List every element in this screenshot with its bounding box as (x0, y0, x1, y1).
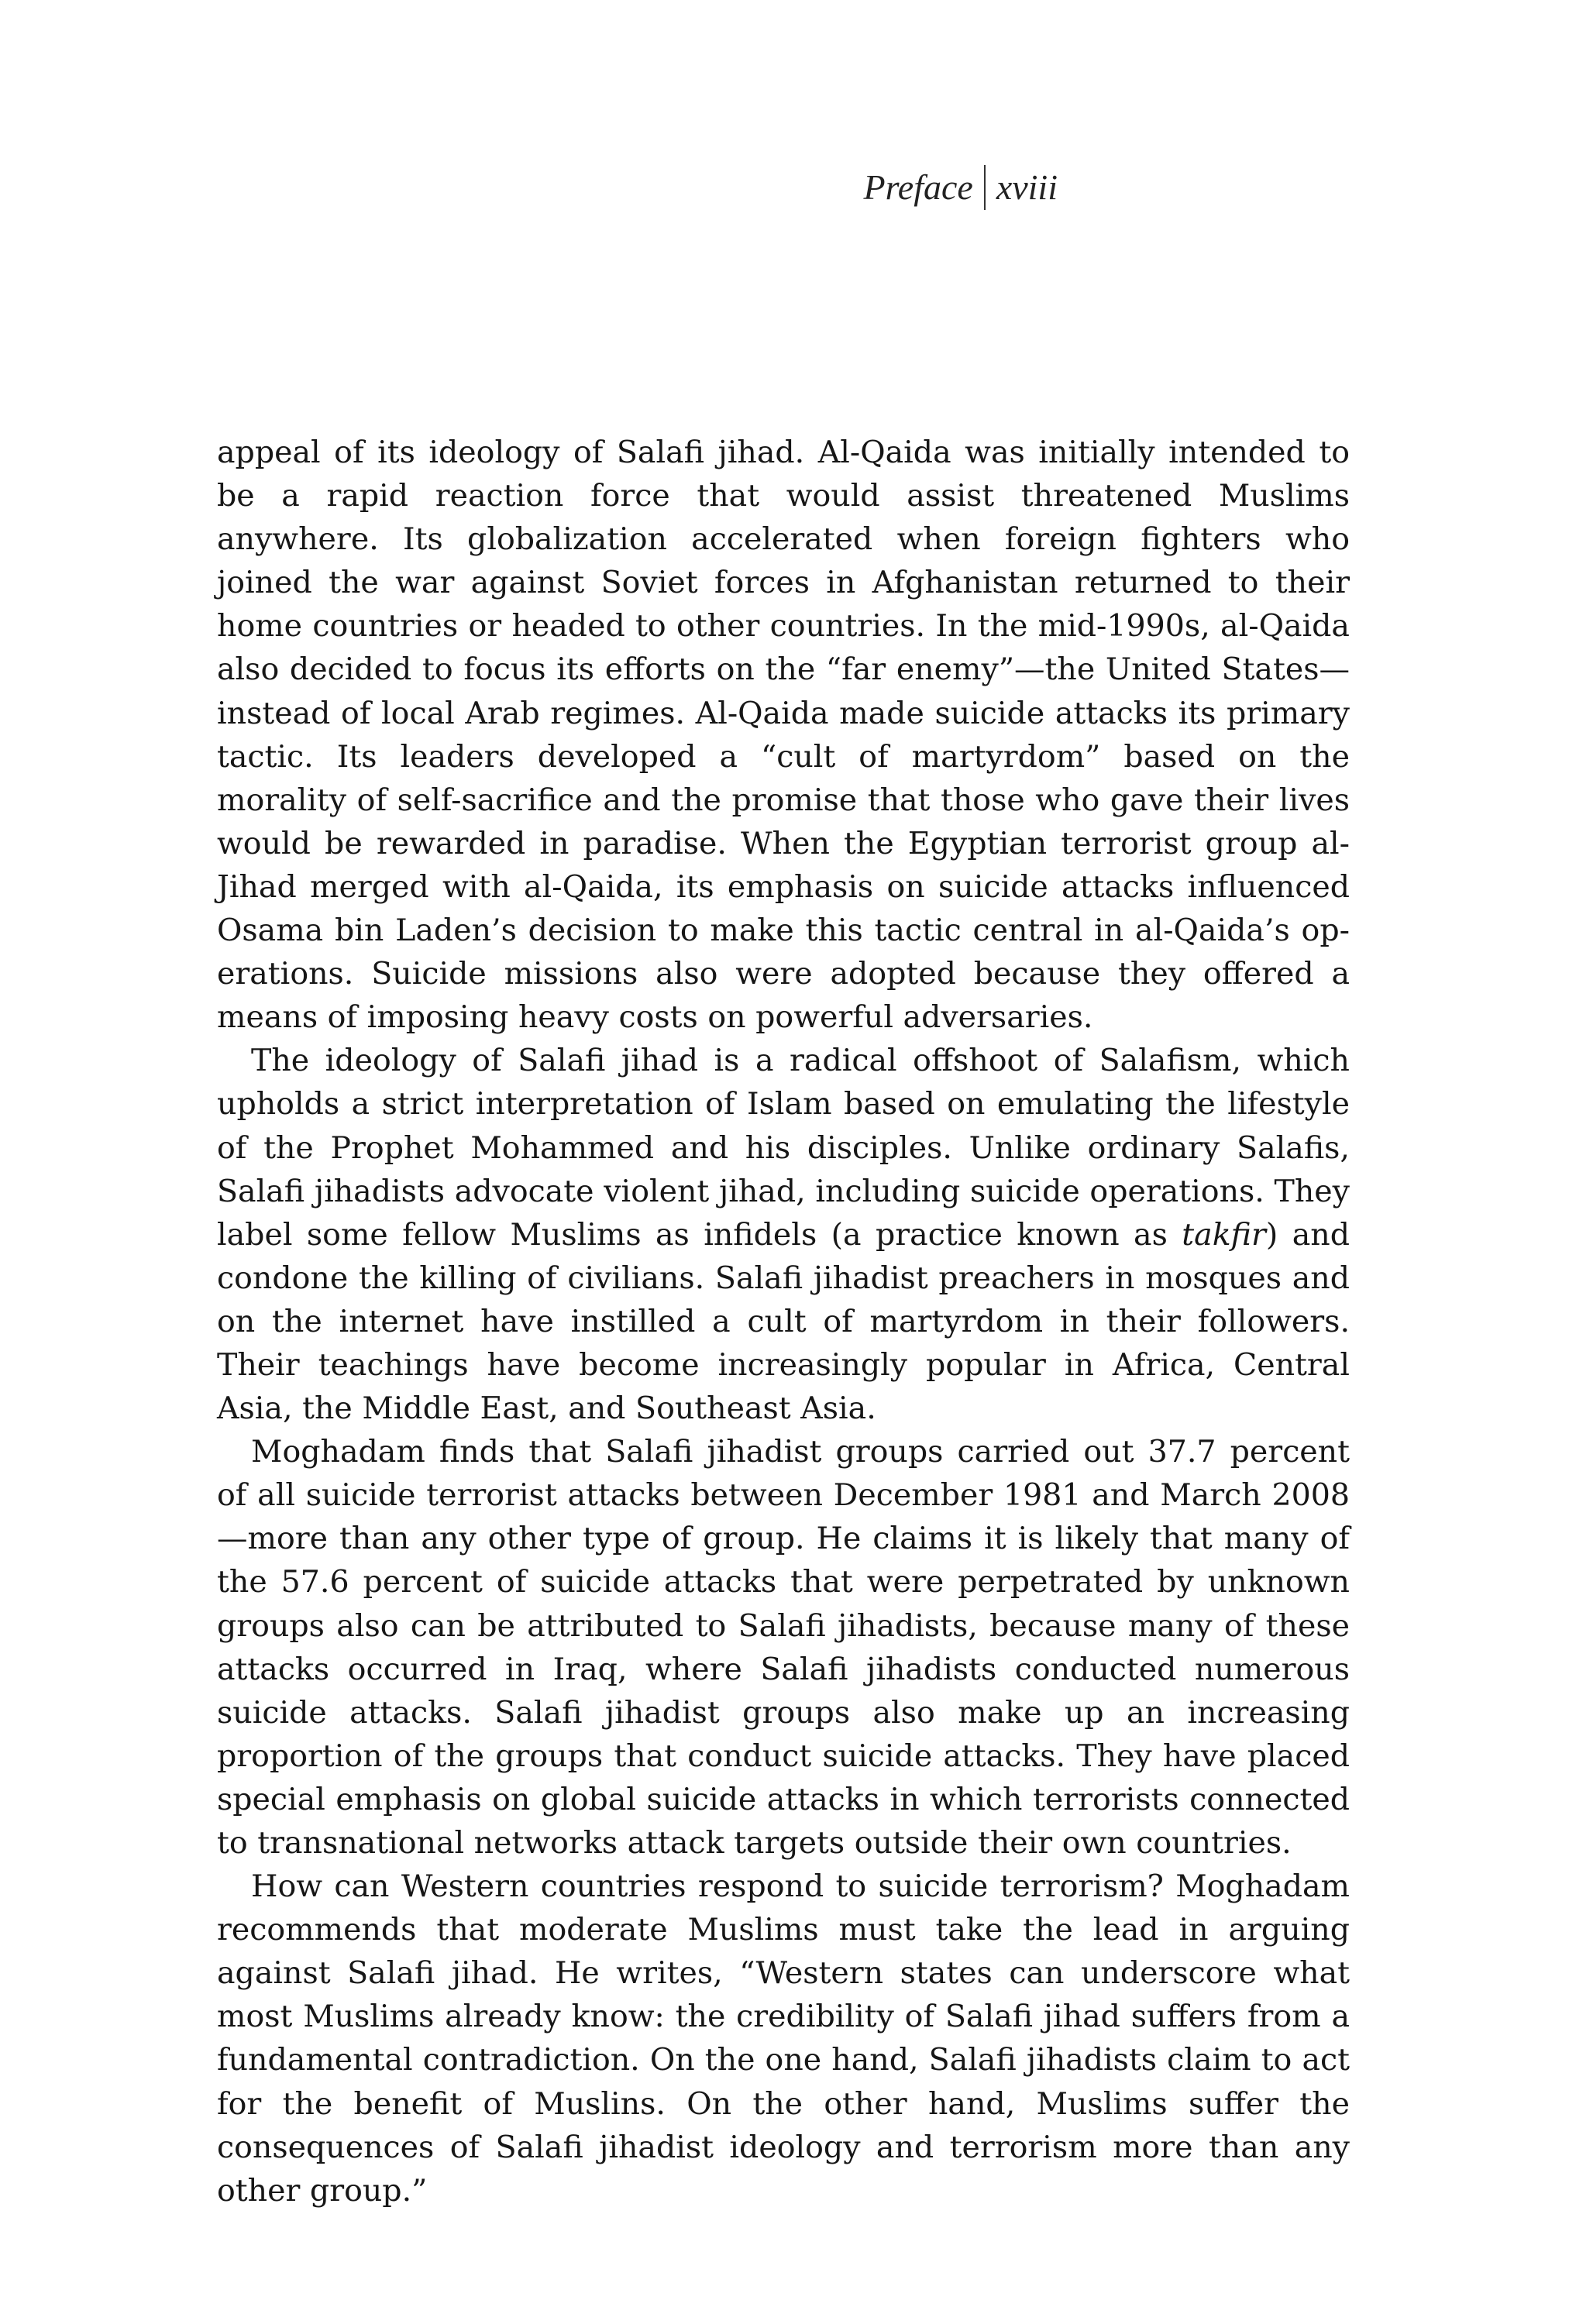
paragraph: Moghadam finds that Salafi jihadist groups carried out 37.7 percent of all suicide terrorist attacks between December 1981 and March 2008—more than any other type of group. He claims it is likely that many of the 57.6 percent of suicide attacks that were perpetrated by unknown groups also can be attributed to Salafi jihadists, because many of these attacks occurred in Iraq, where Salafi jihadists conducted numerous suicide attacks. Salafi jihadist groups also make up an increasing proportion of the groups that conduct suicide attacks. They have placed special emphasis on global suicide attacks in which terrorists connected to transnational networks attack targets outside their own countries. (217, 1434, 1350, 1861)
running-head-section: Preface (863, 167, 973, 207)
paragraph-text: The ideology of Salafi jihad is a radical offshoot of Salafism, which upholds a strict interpretation of Islam based on emulating the lifestyle of the Prophet Mohammed and his disciples. Unlike ordinary Salafis, Salafi jihadists advocate violent jihad, including suicide operations. They label some fellow Muslims as infidels (a practice known as (217, 1043, 1350, 1253)
paragraph: appeal of its ideology of Salafi jihad. Al-Qaida was initially intended to be a rapid reaction force that would assist threatened Muslims anywhere. Its globalization accelerated when foreign fighters who joined the war against Soviet forces in Afghanistan returned to their home countries or headed to other countries. In the mid-1990s, al-Qaida also decided to focus its efforts on the “far enemy”—the United States—instead of local Arab regimes. Al-Qaida made suicide attacks its primary tactic. Its leaders developed a “cult of martyrdom” based on the morality of self-sacrifice and the promise that those who gave their lives would be rewarded in paradise. When the Egyptian terrorist group al-Jihad merged with al-Qaida, its emphasis on suicide attacks influenced Osama bin Laden’s decision to make this tactic central in al-Qaida’s operations. Suicide missions also were adopted because they offered a means of imposing heavy costs on powerful adversaries. (217, 435, 1350, 1036)
body-text (217, 431, 1350, 2212)
paragraph-text: ) and condone the killing of civilians. Salafi jihadist preachers in mosques and on the internet have instilled a cult of martyrdom in their followers. Their teachings have become increasingly popular in Africa, Central Asia, the Middle East, and Southeast Asia. (217, 1216, 1350, 1427)
paragraph (217, 1039, 1350, 1430)
italic-term: takfir (1182, 1216, 1266, 1253)
paragraph: How can Western countries respond to suicide terrorism? Moghadam recommends that moderate Muslims must take the lead in arguing against Salafi jihad. He writes, “Western states can underscore what most Muslims already know: the credibility of Salafi jihad suffers from a fundamental contradiction. On the one hand, Salafi jihadists claim to act for the benefit of Muslins. On the other hand, Muslims suffer the consequences of Salafi jihadist ideology and terrorism more than any other group.” (217, 1868, 1350, 2209)
running-head-divider (984, 165, 986, 210)
running-head (863, 164, 1058, 211)
running-head-page-number: xviii (996, 167, 1058, 207)
